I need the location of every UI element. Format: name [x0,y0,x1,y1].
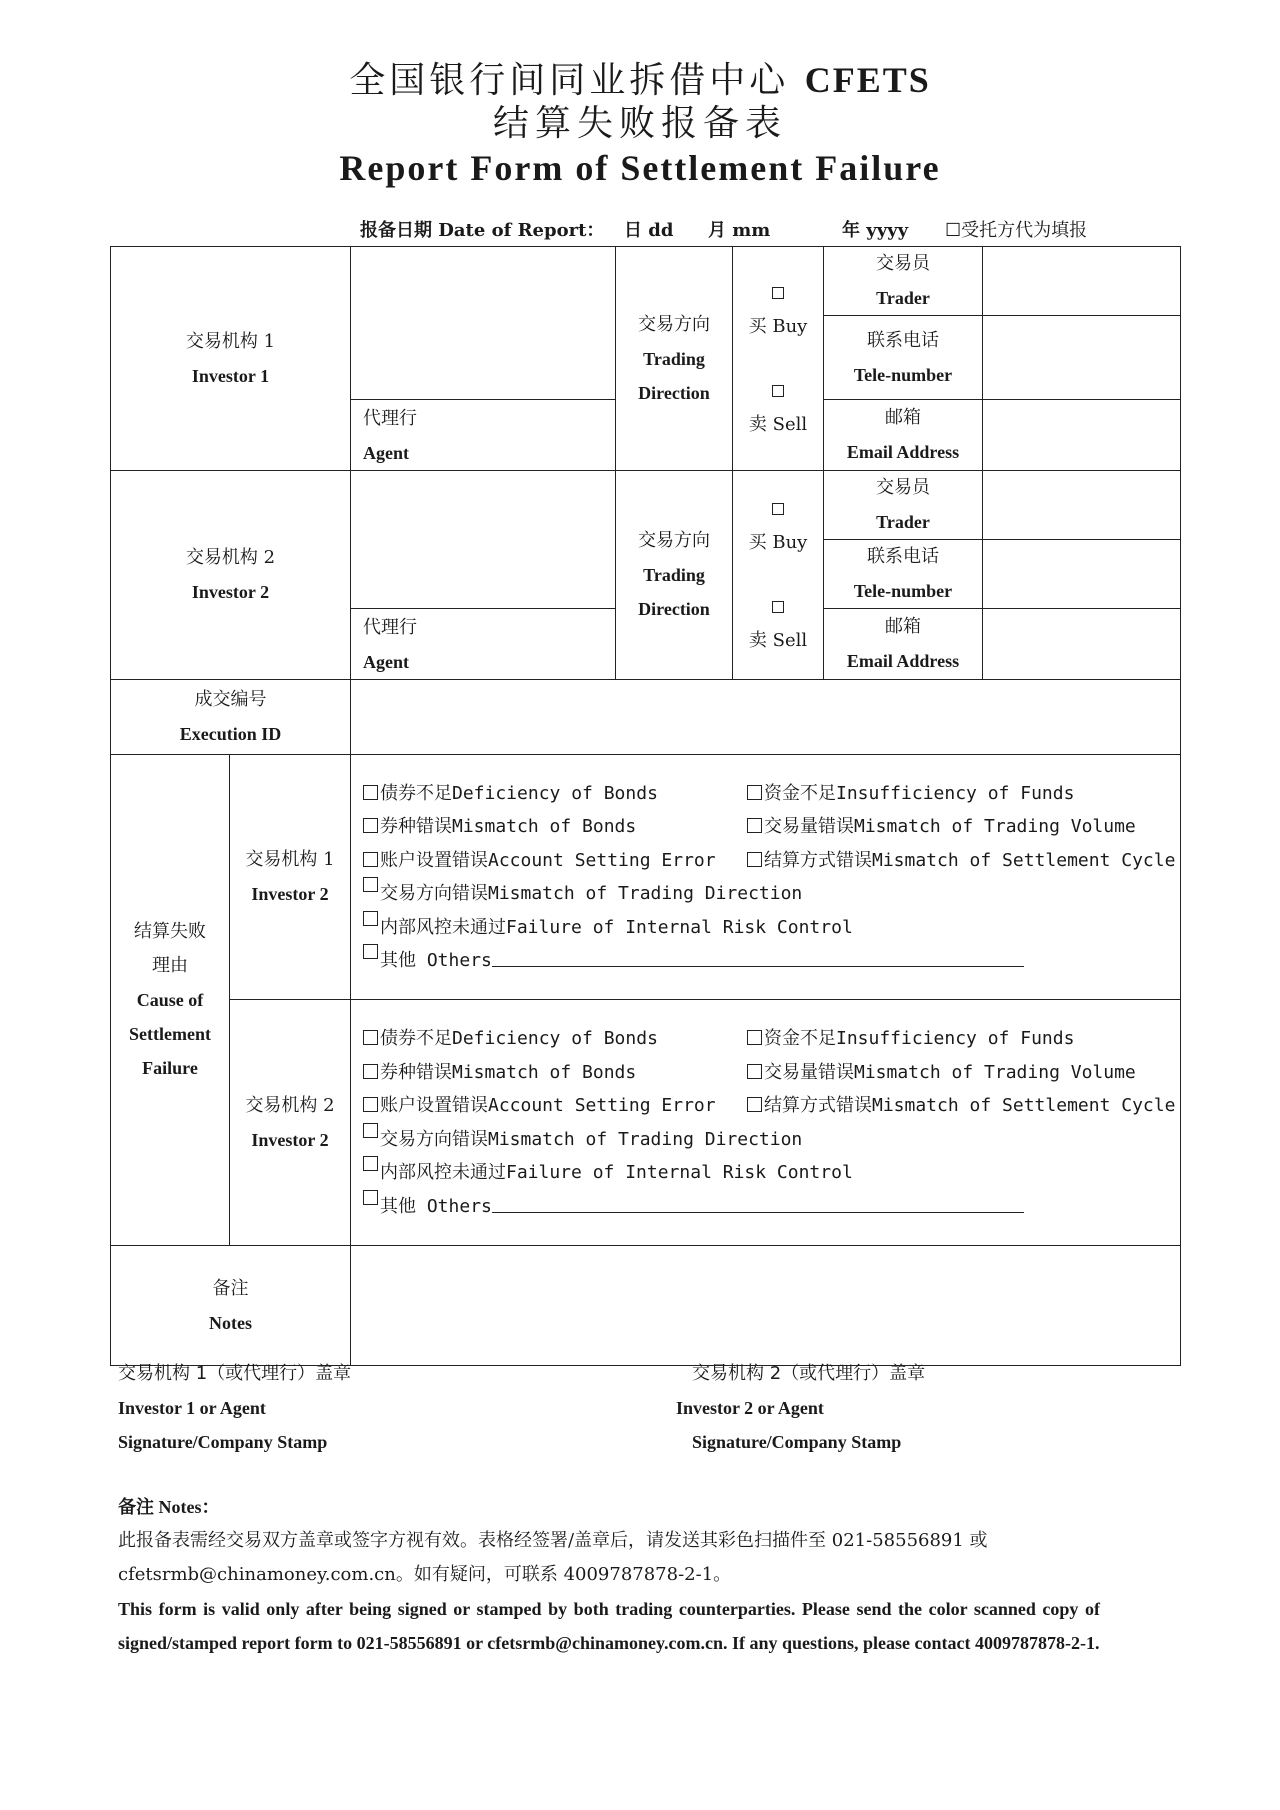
investor2-trader-field[interactable] [983,471,1181,540]
investor2-agent-field[interactable]: 代理行 Agent [351,609,616,680]
notes-cn-line1: 此报备表需经交易双方盖章或签字方视有效。表格经签署/盖章后，请发送其彩色扫描件至 021-58556891 或 [118,1530,988,1551]
investor1-sell-label: 卖 Sell [748,413,808,435]
cause2-others-input[interactable] [492,1190,1024,1213]
cause-party1-label: 交易机构 1 Investor 2 [230,755,351,1000]
investor1-direction-label: 交易方向 Trading Direction [616,247,733,471]
remarks-label: 备注 Notes [111,1246,351,1366]
cause1-direction-mismatch[interactable]: 交易方向错误 Mismatch of Trading Direction [363,877,1180,911]
remarks-field[interactable] [351,1246,1181,1366]
investor1-label: 交易机构 1 Investor 1 [111,247,351,471]
cause-party2-label: 交易机构 2 Investor 2 [230,1000,351,1246]
investor1-agent-field[interactable]: 代理行 Agent [351,400,616,471]
cause2-cycle-mismatch[interactable]: 结算方式错误Mismatch of Settlement Cycle [747,1089,1180,1123]
investor2-tel-label: 联系电话 Tele-number [824,540,983,609]
investor2-direction-label: 交易方向 Trading Direction [616,471,733,680]
month-field[interactable]: 月 mm [708,220,771,241]
investor2-trader-label: 交易员 Trader [824,471,983,540]
investor2-buy-checkbox[interactable] [772,503,784,515]
investor2-email-field[interactable] [983,609,1181,680]
title-line-2: 结算失败报备表 [492,103,787,144]
settlement-failure-form [110,246,1181,1366]
cause2-bonds-mismatch[interactable]: 券种错误Mismatch of Bonds [363,1056,747,1090]
title-line-1: 全国银行间同业拆借中心 CFETS [349,60,931,101]
investor1-tel-field[interactable] [983,316,1181,400]
cause1-volume-mismatch[interactable]: 交易量错误Mismatch of Trading Volume [747,810,1180,844]
day-field[interactable]: 日 dd [624,220,674,241]
proxy-checkbox[interactable]: ☐受托方代为填报 [945,220,1088,241]
title-english: Report Form of Settlement Failure [339,148,941,188]
investor1-tel-label: 联系电话 Tele-number [824,316,983,400]
cause1-cycle-mismatch[interactable]: 结算方式错误Mismatch of Settlement Cycle [747,844,1180,878]
cause1-bonds-mismatch[interactable]: 券种错误Mismatch of Bonds [363,810,747,844]
cause2-volume-mismatch[interactable]: 交易量错误Mismatch of Trading Volume [747,1056,1180,1090]
notes-cn-line2: cfetsrmb@chinamoney.com.cn。如有疑问，可联系 4009787878-2-1。 [118,1564,732,1585]
investor1-email-label: 邮箱 Email Address [824,400,983,471]
investor2-tel-field[interactable] [983,540,1181,609]
cause2-direction-mismatch[interactable]: 交易方向错误 Mismatch of Trading Direction [363,1123,1180,1157]
investor2-sell-label: 卖 Sell [748,630,808,651]
cause1-risk-control[interactable]: 内部风控未通过 Failure of Internal Risk Control [363,911,1180,945]
cause1-others[interactable]: 其他 Others [363,944,1180,978]
footer-notes [118,1490,1100,1660]
cause1-bonds-deficiency[interactable]: 债券不足Deficiency of Bonds [363,777,747,811]
date-of-report-label: 报备日期 Date of Report： [360,220,605,241]
signature-left[interactable]: 交易机构 1（或代理行）盖章 Investor 1 or Agent Signature/Company Stamp [118,1363,352,1452]
investor2-email-label: 邮箱 Email Address [824,609,983,680]
cause1-funds-insufficiency[interactable]: 资金不足Insufficiency of Funds [747,777,1180,811]
investor1-email-field[interactable] [983,400,1181,471]
execution-id-label: 成交编号 Execution ID [111,680,351,755]
investor2-direction-options [733,471,824,680]
cause-label: 结算失败 理由 Cause of Settlement Failure [111,755,230,1246]
investor1-buy-checkbox[interactable] [772,287,784,299]
cause2-funds-insufficiency[interactable]: 资金不足Insufficiency of Funds [747,1022,1180,1056]
investor2-name-field[interactable] [351,471,616,609]
cause2-risk-control[interactable]: 内部风控未通过 Failure of Internal Risk Control [363,1156,1180,1190]
investor2-buy-label: 买 Buy [748,532,808,553]
notes-english: This form is valid only after being signed or stamped by both trading counterparties. Please send the color scanned copy of signed/stamped report form to 021-58556891 or cfetsrmb@chinamoney.com.cn. If any questions, please contact 4009787878-2-1. [118,1599,1100,1653]
year-field[interactable]: 年 yyyy [842,220,909,241]
investor1-name-field[interactable] [351,247,616,400]
investor1-direction-options [733,247,824,471]
investor1-trader-label: 交易员 Trader [824,247,983,316]
cause2-bonds-deficiency[interactable]: 债券不足Deficiency of Bonds [363,1022,747,1056]
cause-party1-options [351,755,1181,1000]
cause2-account-error[interactable]: 账户设置错误Account Setting Error [363,1089,747,1123]
cause1-others-input[interactable] [492,944,1024,967]
investor2-sell-checkbox[interactable] [772,601,784,613]
investor1-trader-field[interactable] [983,247,1181,316]
cause2-others[interactable]: 其他 Others [363,1190,1180,1224]
investor1-sell-checkbox[interactable] [772,385,784,397]
notes-heading: 备注 Notes： [118,1497,220,1517]
signature-right[interactable]: 交易机构 2（或代理行）盖章 Investor 2 or Agent Signature/Company Stamp [676,1363,926,1452]
form-title [0,58,1280,191]
cause-party2-options [351,1000,1181,1246]
execution-id-field[interactable] [351,680,1181,755]
investor2-label: 交易机构 2 Investor 2 [111,471,351,680]
cause1-account-error[interactable]: 账户设置错误Account Setting Error [363,844,747,878]
investor1-buy-label: 买 Buy [748,315,808,337]
